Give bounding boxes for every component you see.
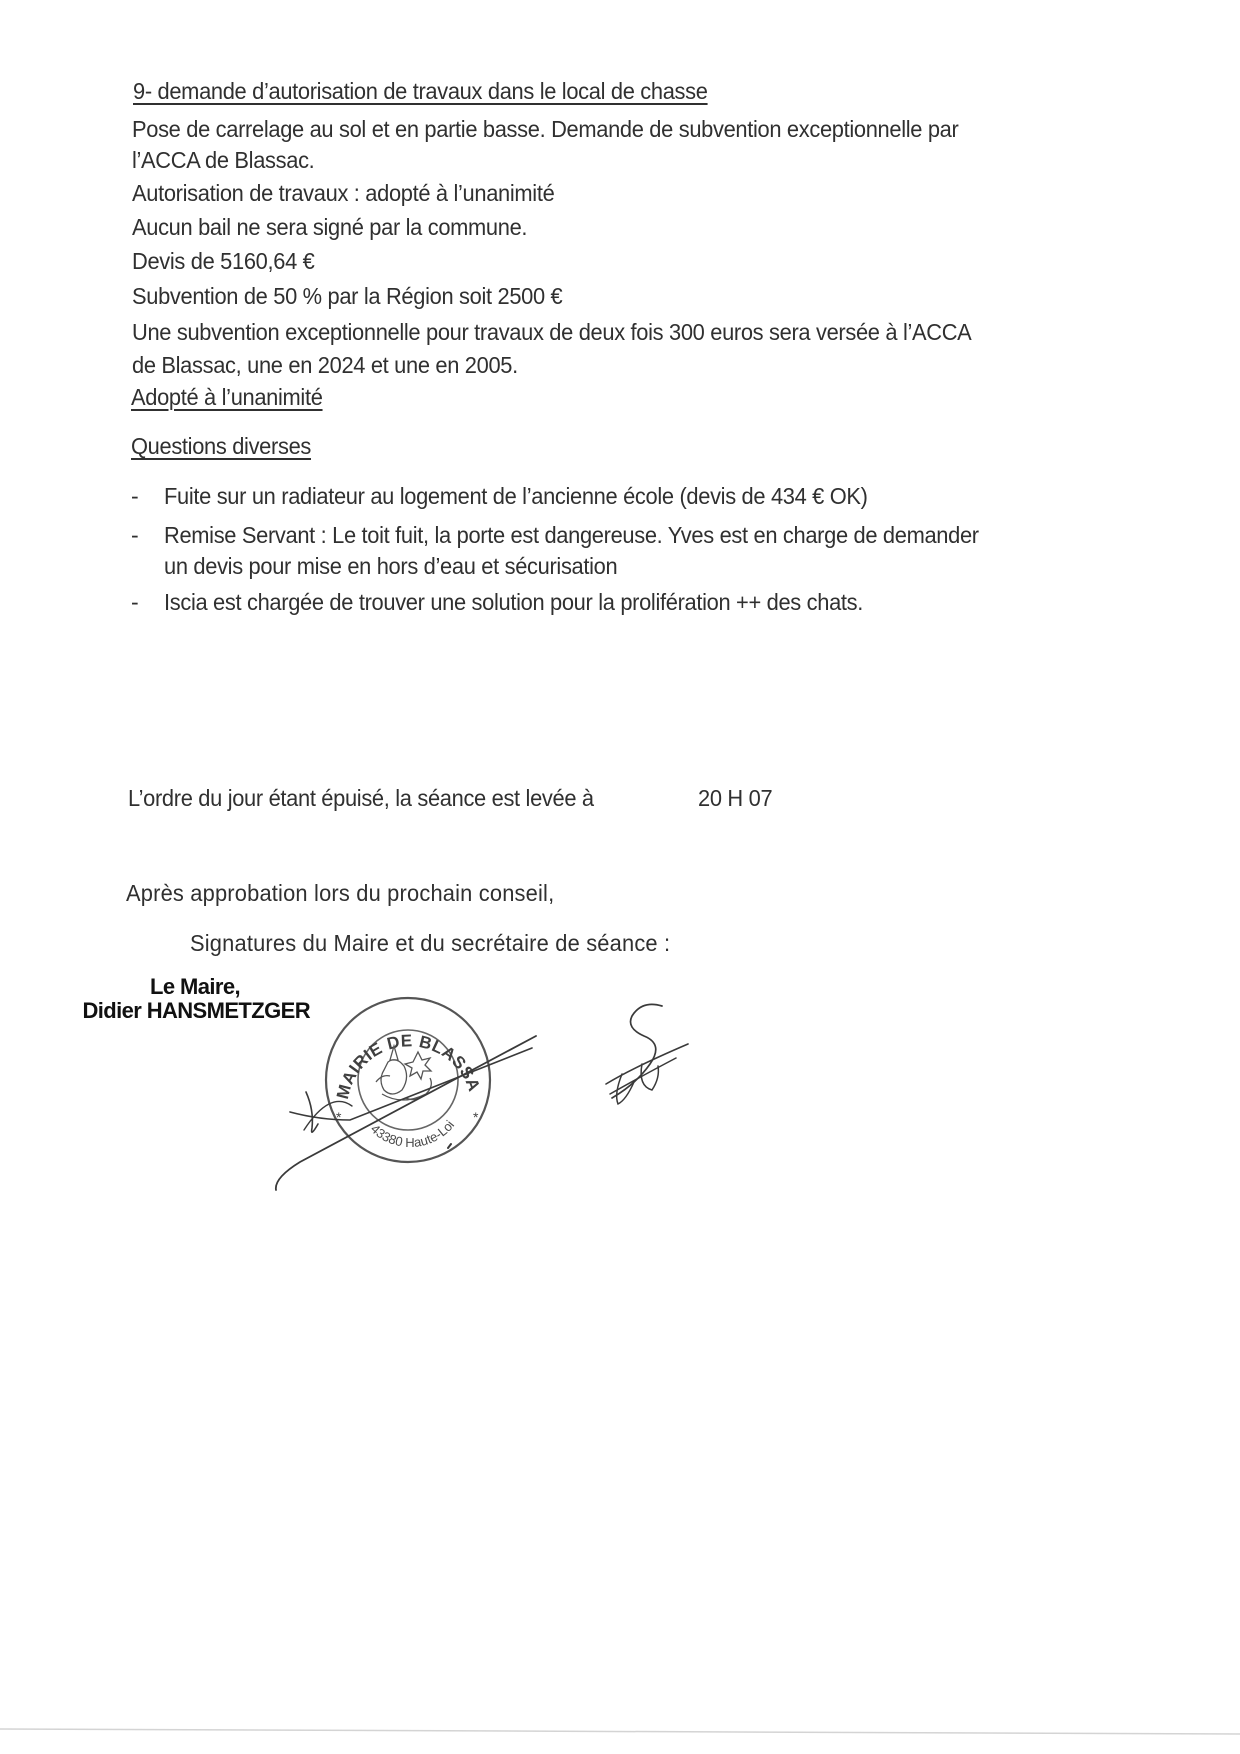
body-line: Subvention de 50 % par la Région soit 2500 € (132, 283, 563, 309)
signatures-label: Signatures du Maire et du secrétaire de séance : (190, 930, 671, 956)
body-line: Devis de 5160,64 € (132, 248, 315, 274)
list-item-text: Remise Servant : Le toit fuit, la porte est dangereuse. Yves est en charge de demander (164, 522, 979, 548)
stamp-star: * (336, 1109, 342, 1125)
stamp-top-text: MAIRIE DE BLASSA (333, 1031, 484, 1101)
mayor-signature-icon (260, 1020, 560, 1200)
body-line: l’ACCA de Blassac. (132, 147, 315, 173)
bullet-dash: - (131, 522, 139, 548)
closing-statement: L’ordre du jour étant épuisé, la séance est levée à (128, 785, 594, 811)
list-item-text: Iscia est chargée de trouver une solution pour la prolifération ++ des chats. (164, 589, 864, 615)
bullet-dash: - (131, 483, 139, 509)
signatory-title: Le Maire, (150, 974, 240, 999)
body-line: Aucun bail ne sera signé par la commune. (132, 214, 528, 240)
scan-edge-line (0, 1728, 1240, 1736)
signatory-name: Didier HANSMETZGER (82, 998, 310, 1023)
vote-result: Adopté à l’unanimité (131, 384, 323, 410)
closing-time: 20 H 07 (698, 785, 773, 811)
stamp-bottom-text: 43380 Haute-Loi (367, 1117, 458, 1151)
stamp-star: * (473, 1109, 479, 1125)
section-heading-travaux: 9- demande d’autorisation de travaux dans le local de chasse (133, 78, 708, 104)
section-heading-questions: Questions diverses (131, 433, 311, 459)
body-line: de Blassac, une en 2024 et une en 2005. (132, 352, 518, 378)
signatory-block (60, 975, 310, 1023)
approval-note: Après approbation lors du prochain conseil, (126, 880, 555, 906)
body-line: Pose de carrelage au sol et en partie basse. Demande de subvention exceptionnelle par (132, 116, 959, 142)
list-item-text: un devis pour mise en hors d’eau et sécurisation (164, 553, 618, 579)
list-item-text: Fuite sur un radiateur au logement de l’ancienne école (devis de 434 € OK) (164, 483, 868, 509)
body-line: Une subvention exceptionnelle pour travaux de deux fois 300 euros sera versée à l’ACCA (132, 319, 972, 345)
bullet-dash: - (131, 589, 139, 615)
secretary-signature-icon (592, 994, 702, 1114)
body-line: Autorisation de travaux : adopté à l’unanimité (132, 180, 555, 206)
